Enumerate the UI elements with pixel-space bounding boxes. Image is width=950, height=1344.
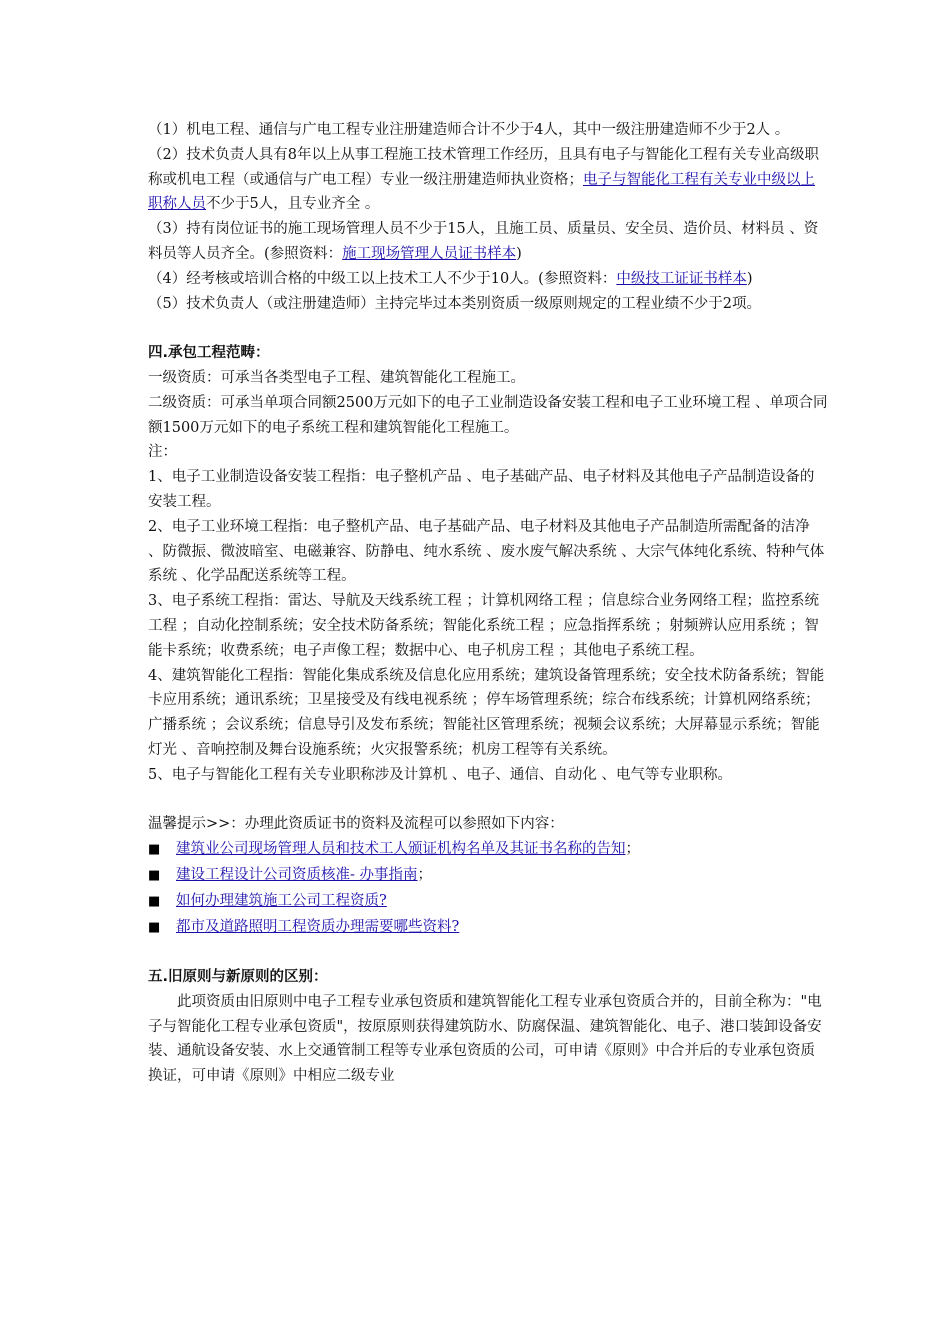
- scope-line: 一级资质：可承当各类型电子工程、建筑智能化工程施工。: [148, 369, 525, 386]
- spacer: [148, 940, 828, 965]
- qual-item-3: [148, 217, 828, 267]
- section-heading-diff: 五.旧原则与新原则的区别：: [148, 969, 328, 986]
- scope-note: 1、电子工业制造设备安装工程指：电子整机产品 、电子基础产品、电子材料及其他电子产品制造设备的安装工程。: [148, 469, 815, 510]
- qual-item-2-tail: 不少于5人，且专业齐全 。: [206, 196, 380, 213]
- link-site-staff-cert-sample[interactable]: 施工现场管理人员证书样本: [342, 245, 517, 262]
- link-mid-worker-cert-sample[interactable]: 中级技工证证书样本: [616, 270, 747, 287]
- spacer: [148, 316, 828, 341]
- qual-item-4: [148, 267, 828, 292]
- tip-link-cert-agencies[interactable]: 建筑业公司现场管理人员和技术工人颁证机构名单及其证书名称的告知: [176, 841, 626, 858]
- tip-link-suffix: ；: [625, 841, 640, 858]
- scope-note: 3、电子系统工程指：雷达、导航及天线系统工程 ；计算机网络工程 ；信息综合业务网络工程；监控系统工程 ；自动化控制系统；安全技术防备系统；智能化系统工程 ；应急指挥系统 ；射频辨认应用系统 ；智能卡系统；收费系统；电子声像工程；数据中心、电子机房工程 ；其他电子系统工程。: [148, 593, 819, 659]
- qual-item-4-text: （4）经考核或培训合格的中级工以上技术工人不少于10人。(参照资料：: [148, 270, 617, 287]
- qual-item-3-text: （3）持有岗位证书的施工现场管理人员不少于15人，且施工员、质量员、安全员、造价员、材料员 、资料员等人员齐全。(参照资料：: [148, 221, 819, 262]
- square-bullet-icon: ■: [148, 867, 161, 883]
- tip-list-item: [148, 889, 828, 915]
- document-page: [148, 118, 828, 1089]
- scope-note: 5、电子与智能化工程有关专业职称涉及计算机 、电子、通信、自动化 、电气等专业职称。: [148, 766, 732, 783]
- tip-link-design-guide[interactable]: 建设工程设计公司资质核准- 办事指南: [176, 866, 418, 883]
- scope-line: 二级资质：可承当单项合同额2500万元如下的电子工业制造设备安装工程和电子工业环境工程 、单项合同额1500万元如下的电子系统工程和建筑智能化工程施工。: [148, 394, 828, 436]
- link-mid-title-staff[interactable]: 电子与智能化工程有关专业中级以上职称人员: [148, 171, 815, 213]
- tip-link-suffix: ；: [417, 866, 433, 883]
- scope-note-label: 注：: [148, 444, 177, 461]
- tip-link-construction-qual[interactable]: 如何办理建筑施工公司工程资质?: [176, 892, 387, 909]
- qual-item-2-text: （2）技术负责人具有8年以上从事工程施工技术管理工作经历，且具有电子与智能化工程有关专业高级职称或机电工程（或通信与广电工程）专业一级注册建造师执业资格；: [148, 146, 819, 188]
- section-heading-scope: 四.承包工程范畴：: [148, 345, 270, 362]
- qual-item-5: （5）技术负责人（或注册建造师）主持完毕过本类别资质一级原则规定的工程业绩不少于2项。: [148, 295, 761, 312]
- qual-item-1: （1）机电工程、通信与广电工程专业注册建造师合计不少于4人，其中一级注册建造师不少于2人 。: [148, 122, 790, 138]
- tip-link-lighting-qual[interactable]: 都市及道路照明工程资质办理需要哪些资料?: [176, 918, 460, 935]
- tip-list-item: [148, 915, 828, 941]
- qual-item-4-tail: ): [746, 270, 753, 287]
- square-bullet-icon: ■: [148, 842, 161, 858]
- scope-note: 4、建筑智能化工程指：智能化集成系统及信息化应用系统；建筑设备管理系统；安全技术防备系统；智能卡应用系统；通讯系统；卫星接受及有线电视系统 ；停车场管理系统；综合布线系统；计算机网络系统；广播系统 ；会议系统；信息导引及发布系统；智能社区管理系统；视频会议系统；大屏幕显示系统；智能灯光 、音响控制及舞台设施系统；火灾报警系统；机房工程等有关系统。: [148, 667, 825, 758]
- qual-item-2: [148, 143, 828, 217]
- diff-body: 此项资质由旧原则中电子工程专业承包资质和建筑智能化工程专业承包资质合并的，目前全称为："电子与智能化工程专业承包资质"，按原原则获得建筑防水、防腐保温、建筑智能化、电子、港口装卸设备安装、通航设备安装、水上交通管制工程等专业承包资质的公司，可申请《原则》中合并后的专业承包资质换证，可申请《原则》中相应二级专业: [148, 993, 822, 1085]
- spacer: [148, 788, 828, 813]
- square-bullet-icon: ■: [148, 919, 161, 935]
- square-bullet-icon: ■: [148, 893, 161, 909]
- tips-intro: 温馨提示>>：办理此资质证书的资料及流程可以参照如下内容：: [148, 816, 564, 833]
- scope-note: 2、电子工业环境工程指：电子整机产品、电子基础产品、电子材料及其他电子产品制造所需配备的洁净 、防微振、微波暗室、电磁兼容、防静电、纯水系统 、废水废气解决系统 、大宗气体纯化系统、特种气体系统 、化学品配送系统等工程。: [148, 518, 825, 585]
- tip-list-item: [148, 837, 828, 863]
- tip-list-item: [148, 863, 828, 889]
- qual-item-3-tail: ): [516, 245, 522, 262]
